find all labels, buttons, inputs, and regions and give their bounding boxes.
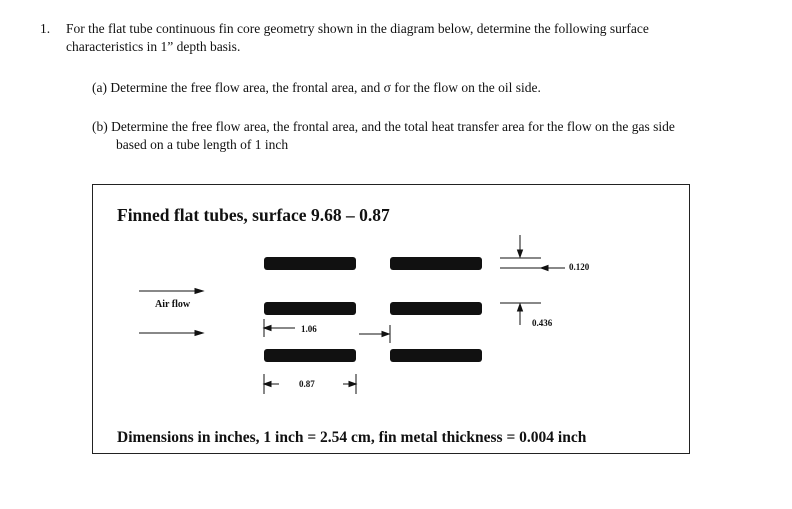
question-text-line2: characteristics in 1” depth basis. — [66, 39, 241, 54]
figure-box — [92, 184, 690, 454]
dim-label-087: 0.87 — [299, 379, 315, 389]
airflow-label: Air flow — [155, 299, 191, 310]
question-number: 1. — [40, 21, 51, 36]
question-text-line1: For the flat tube continuous fin core geometry shown in the diagram below, determine the following surface — [66, 21, 649, 36]
dim-label-0120: 0.120 — [569, 262, 590, 272]
part-b-text-line2: based on a tube length of 1 inch — [116, 137, 289, 152]
figure-caption: Dimensions in inches, 1 inch = 2.54 cm, fin metal thickness = 0.004 inch — [117, 429, 587, 446]
part-b-text-line1: (b) Determine the free flow area, the frontal area, and the total heat transfer area for the flow on the gas side — [92, 119, 675, 134]
part-a-text: (a) Determine the free flow area, the frontal area, and σ for the flow on the oil side. — [92, 80, 541, 95]
dim-label-106: 1.06 — [301, 324, 317, 334]
airflow-arrowhead-bottom — [195, 331, 203, 336]
dimension-lines — [93, 185, 691, 455]
airflow-arrowhead-top — [195, 289, 203, 294]
figure-title: Finned flat tubes, surface 9.68 – 0.87 — [117, 205, 390, 225]
dim-label-0436: 0.436 — [532, 318, 553, 328]
